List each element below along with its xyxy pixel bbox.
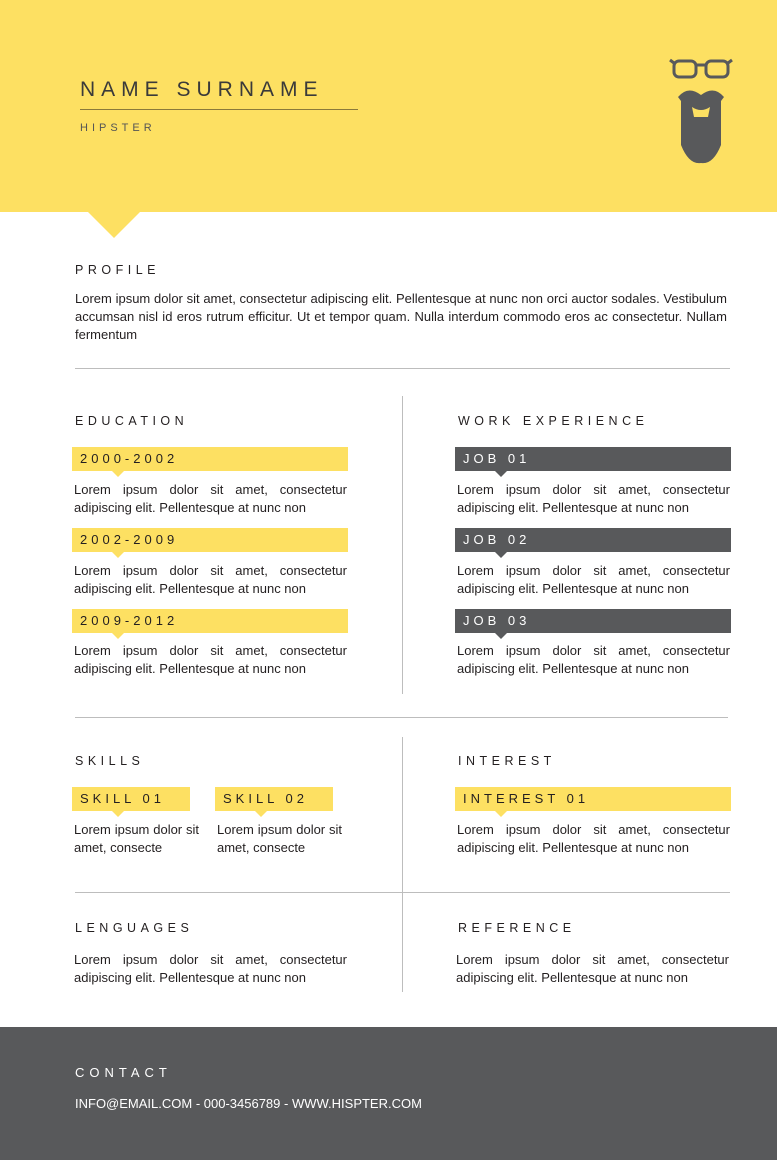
work-heading: WORK EXPERIENCE (458, 414, 649, 428)
skills-heading: SKILLS (75, 754, 145, 768)
languages-heading: LENGUAGES (75, 921, 194, 935)
contact-heading: CONTACT (75, 1065, 172, 1080)
contact-info: INFO@EMAIL.COM - 000-3456789 - WWW.HISPTER.COM (75, 1096, 422, 1111)
role-subtitle: HIPSTER (80, 122, 156, 134)
education-heading: EDUCATION (75, 414, 189, 428)
job-label-3: JOB 03 (455, 609, 731, 633)
job-label-1: JOB 01 (455, 447, 731, 471)
languages-text: Lorem ipsum dolor sit amet, consectetur adipiscing elit. Pellentesque at nunc non (74, 952, 347, 985)
education-date-3: 2009-2012 (72, 609, 348, 633)
footer-band (0, 1027, 777, 1160)
header-pointer (88, 212, 140, 238)
profile-text: Lorem ipsum dolor sit amet, consectetur adipiscing elit. Pellentesque at nunc non orci auctor sodales. Vestibulum accumsan nisl id eros rutrum efficitur. Ut et tempor quam. Nulla interdum commodo eros ac consectetur. Nullam fermentum (75, 291, 727, 342)
reference-heading: REFERENCE (458, 921, 576, 935)
profile-heading: PROFILE (75, 263, 160, 277)
divider (75, 717, 728, 718)
job-text-2: Lorem ipsum dolor sit amet, consectetur adipiscing elit. Pellentesque at nunc non (457, 563, 730, 596)
job-label-2: JOB 02 (455, 528, 731, 552)
skill-label-1: SKILL 01 (72, 787, 190, 811)
header-band (0, 0, 777, 212)
skill-text-2: Lorem ipsum dolor sit amet, consecte (217, 822, 342, 855)
divider (75, 892, 730, 893)
interest-heading: INTEREST (458, 754, 556, 768)
name-underline (80, 109, 358, 110)
interest-text: Lorem ipsum dolor sit amet, consectetur adipiscing elit. Pellentesque at nunc non (457, 822, 730, 855)
education-text-1: Lorem ipsum dolor sit amet, consectetur adipiscing elit. Pellentesque at nunc non (74, 482, 347, 515)
hipster-avatar-icon (668, 55, 734, 165)
reference-text: Lorem ipsum dolor sit amet, consectetur adipiscing elit. Pellentesque at nunc non (456, 952, 729, 985)
job-text-3: Lorem ipsum dolor sit amet, consectetur adipiscing elit. Pellentesque at nunc non (457, 643, 730, 676)
column-divider (402, 396, 403, 694)
interest-label: INTEREST 01 (455, 787, 731, 811)
divider (75, 368, 730, 369)
education-text-3: Lorem ipsum dolor sit amet, consectetur adipiscing elit. Pellentesque at nunc non (74, 643, 347, 676)
column-divider (402, 737, 403, 992)
education-date-1: 2000-2002 (72, 447, 348, 471)
skill-text-1: Lorem ipsum dolor sit amet, consecte (74, 822, 199, 855)
education-text-2: Lorem ipsum dolor sit amet, consectetur adipiscing elit. Pellentesque at nunc non (74, 563, 347, 596)
education-date-2: 2002-2009 (72, 528, 348, 552)
name-title: NAME SURNAME (80, 78, 324, 101)
skill-label-2: SKILL 02 (215, 787, 333, 811)
job-text-1: Lorem ipsum dolor sit amet, consectetur adipiscing elit. Pellentesque at nunc non (457, 482, 730, 515)
